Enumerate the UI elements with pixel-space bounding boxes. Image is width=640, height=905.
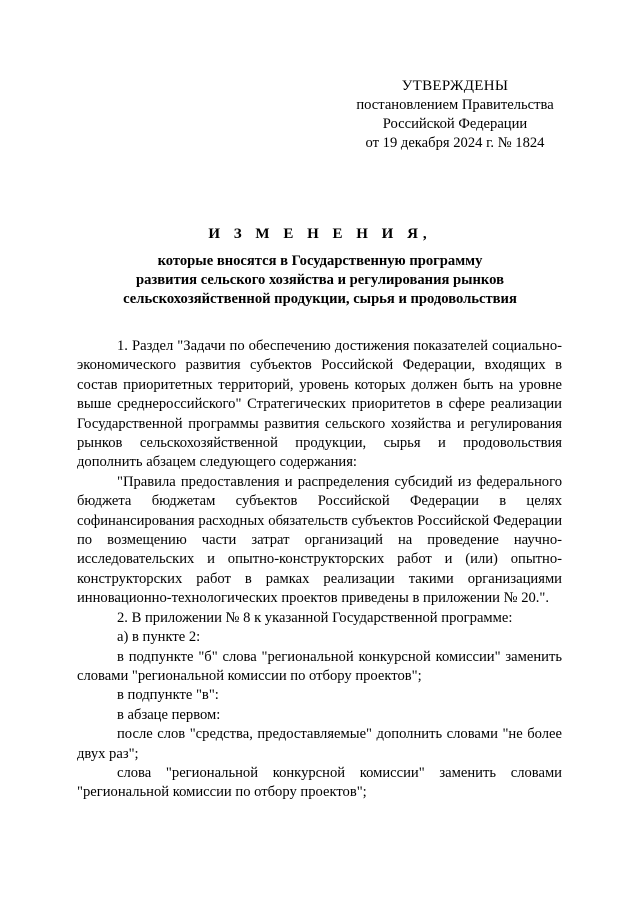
document-title: И З М Е Н Е Н И Я,: [208, 226, 432, 242]
paragraph: 2. В приложении № 8 к указанной Государственной программе:: [117, 609, 513, 626]
paragraph: в подпункте "в":: [117, 687, 219, 704]
document-subtitle: [80, 252, 560, 309]
approval-line: постановлением Правительства: [356, 97, 554, 113]
paragraph: в подпункте "б" слова "региональной конкурсной комиссии" заменить словами "региональной комиссии по отбору проектов";: [77, 648, 562, 684]
paragraph: "Правила предоставления и распределения субсидий из федерального бюджета бюджетам субъектов Российской Федерации в целях софинансирования расходных обязательств субъектов Российской Федерации по возмещению части затрат организаций на проведение научно-исследовательских и опытно-конструкторских работ и (или) опытно-конструкторских работ в рамках реализации такими организациями инновационно-технологических проектов приведены в приложении № 20.".: [77, 473, 562, 607]
paragraph: 1. Раздел "Задачи по обеспечению достижения показателей социально-экономического развития субъектов Российской Федерации, входящих в состав приоритетных территорий, уровень которых должен быть на уровне выше среднероссийского" Стратегических приоритетов в сфере реализации Государственной программы развития сельского хозяйства и регулирования рынков сельскохозяйственной продукции, сырья и продовольствия дополнить абзацем следующего содержания:: [77, 338, 562, 471]
approval-title: УТВЕРЖДЕНЫ: [401, 78, 509, 94]
subtitle-line: развития сельского хозяйства и регулирования рынков: [136, 272, 504, 288]
subtitle-line: которые вносятся в Государственную программу: [157, 253, 483, 269]
document-body: [77, 337, 562, 803]
paragraph: а) в пункте 2:: [117, 629, 201, 646]
paragraph: слова "региональной конкурсной комиссии" заменить словами "региональной комиссии по отбору проектов";: [77, 764, 562, 801]
approval-stamp: [330, 77, 580, 153]
paragraph: в абзаце первом:: [117, 706, 221, 723]
approval-date-line: от 19 декабря 2024 г. № 1824: [365, 135, 545, 151]
paragraph: после слов "средства, предоставляемые" дополнить словами "не более двух раз";: [77, 726, 562, 762]
approval-line: Российской Федерации: [382, 116, 528, 132]
subtitle-line: сельскохозяйственной продукции, сырья и продовольствия: [123, 291, 517, 307]
